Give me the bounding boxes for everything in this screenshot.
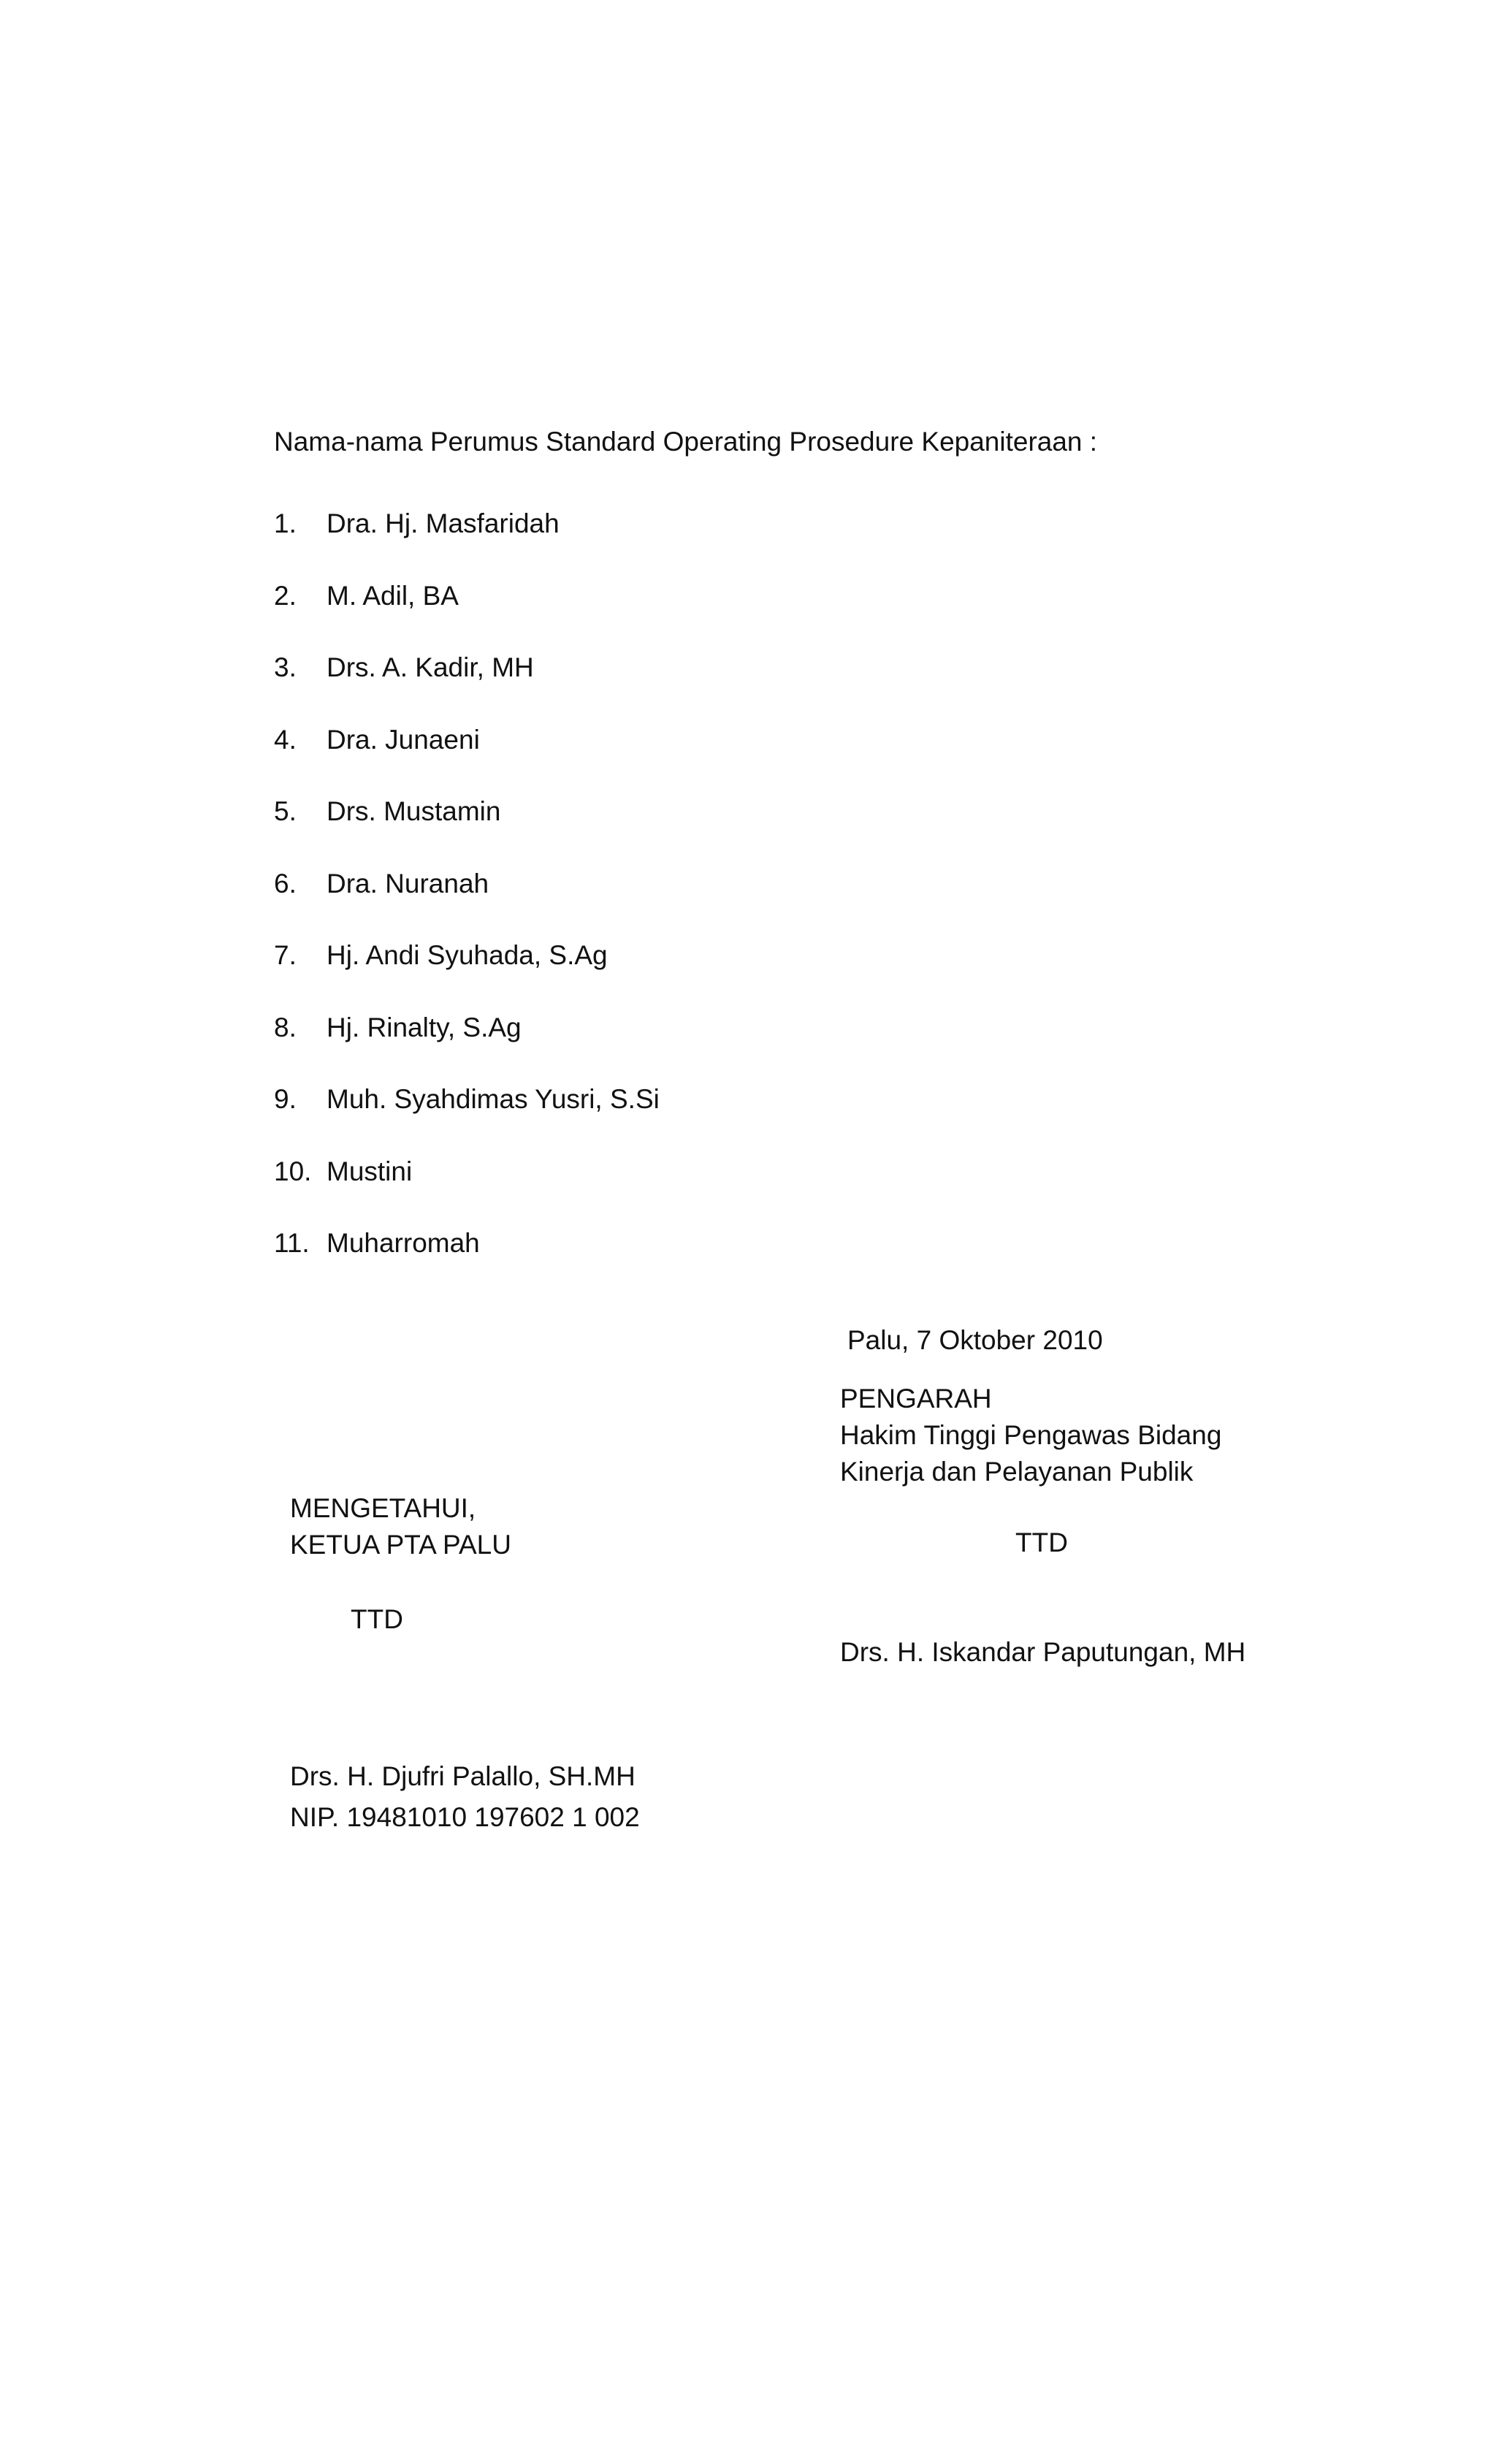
right-signature-title: PENGARAH (840, 1384, 992, 1414)
right-signature-block (840, 1383, 1221, 1492)
list-item-number: 6. (274, 868, 297, 899)
list-item-name: Muharromah (327, 1228, 480, 1258)
list-item-name: Drs. A. Kadir, MH (327, 652, 534, 682)
list-item-number: 4. (274, 724, 297, 755)
right-signature-role-line1: Hakim Tinggi Pengawas Bidang (840, 1420, 1222, 1450)
left-signature-line2: KETUA PTA PALU (290, 1530, 511, 1560)
list-item-name: Dra. Nuranah (327, 868, 489, 899)
list-item (274, 652, 660, 724)
list-item (274, 1227, 660, 1300)
left-signature-block (290, 1492, 511, 1565)
document-heading: Nama-nama Perumus Standard Operating Prosedure Kepaniteraan : (274, 427, 1098, 457)
list-item-name: Dra. Hj. Masfaridah (327, 508, 560, 538)
list-item (274, 508, 660, 580)
right-signature-role-line2: Kinerja dan Pelayanan Publik (840, 1457, 1194, 1487)
list-item-number: 11. (274, 1228, 310, 1258)
list-item-number: 2. (274, 580, 297, 611)
list-item-name: Muh. Syahdimas Yusri, S.Si (327, 1084, 660, 1114)
list-item-number: 9. (274, 1084, 297, 1114)
list-item (274, 724, 660, 796)
list-item-number: 5. (274, 796, 297, 826)
list-item (274, 939, 660, 1012)
list-item-name: Dra. Junaeni (327, 724, 480, 755)
list-item (274, 580, 660, 652)
place-date: Palu, 7 Oktober 2010 (847, 1325, 1103, 1355)
list-item-number: 3. (274, 652, 297, 682)
list-item-number: 7. (274, 940, 297, 970)
left-signer-nip: NIP. 19481010 197602 1 002 (290, 1802, 640, 1832)
right-signer-name: Drs. H. Iskandar Paputungan, MH (840, 1637, 1246, 1667)
list-item-number: 1. (274, 508, 297, 538)
list-item-name: Hj. Rinalty, S.Ag (327, 1012, 522, 1042)
list-item-number: 10. (274, 1156, 312, 1186)
list-item (274, 796, 660, 868)
list-item (274, 1083, 660, 1156)
list-item-name: Mustini (327, 1156, 413, 1186)
list-item (274, 1156, 660, 1228)
list-item (274, 868, 660, 940)
left-signer-name: Drs. H. Djufri Palallo, SH.MH (290, 1761, 636, 1791)
list-item-name: Hj. Andi Syuhada, S.Ag (327, 940, 608, 970)
list-item (274, 1012, 660, 1084)
list-item-name: M. Adil, BA (327, 580, 459, 611)
left-signature-ttd: TTD (351, 1604, 403, 1634)
list-item-number: 8. (274, 1012, 297, 1042)
left-signature-line1: MENGETAHUI, (290, 1493, 476, 1523)
members-list (274, 508, 660, 1300)
list-item-name: Drs. Mustamin (327, 796, 501, 826)
right-signature-ttd: TTD (1015, 1527, 1068, 1557)
